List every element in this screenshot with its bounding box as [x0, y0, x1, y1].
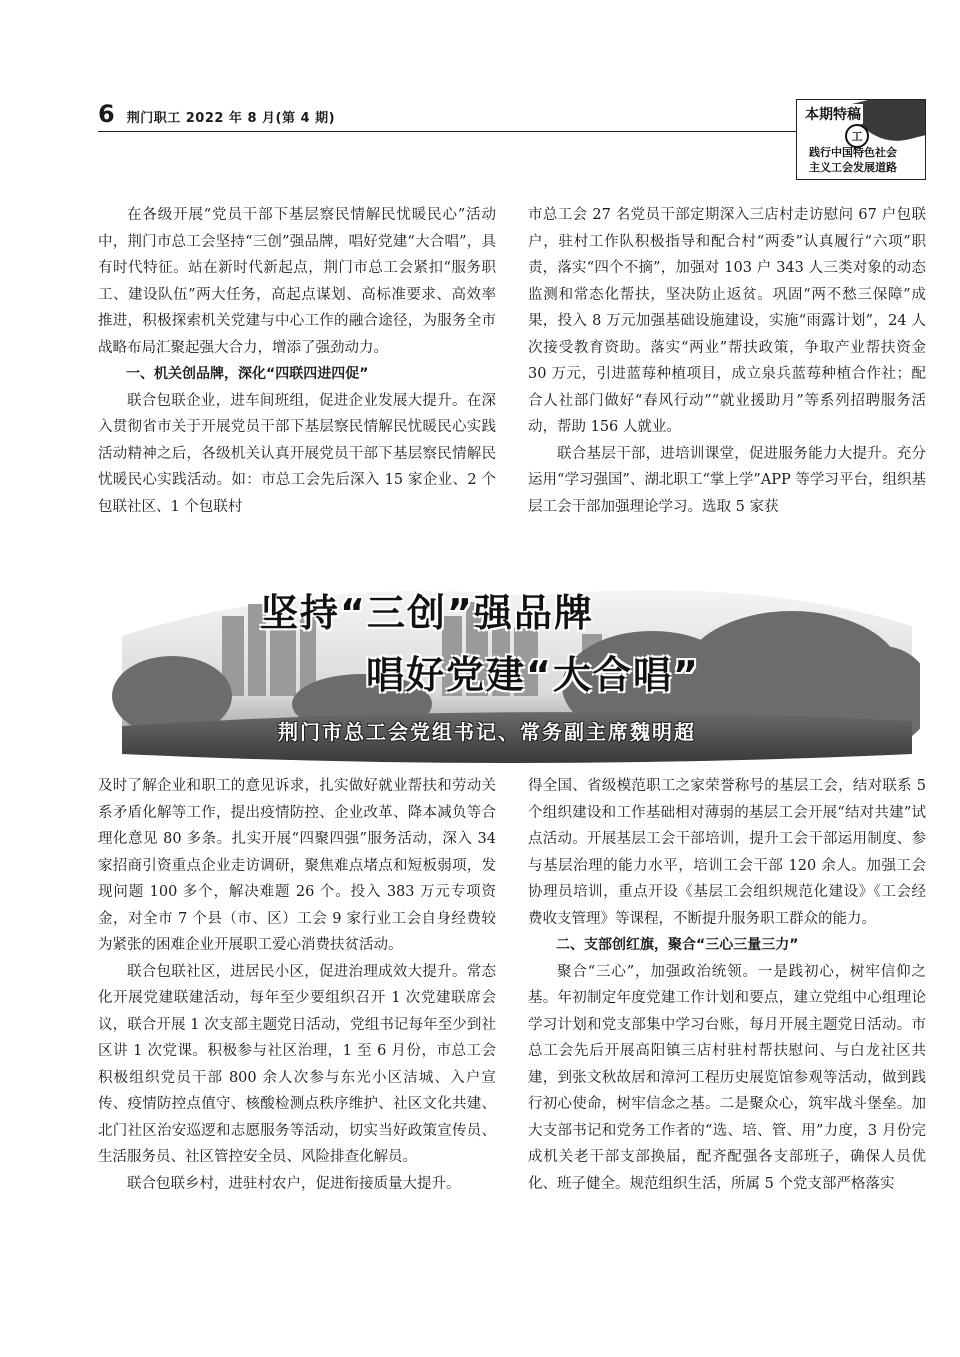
feature-badge [796, 99, 926, 180]
section-heading: 二、支部创红旗，聚合“三心三量三力” [556, 937, 799, 953]
union-emblem-icon: 工 [845, 124, 869, 148]
paragraph: 聚合“三心”，加强政治统领。一是践初心，树牢信仰之基。年初制定年度党建工作计划和要点，建立党组中心组理论学习计划和党支部集中学习台账，每月开展主题党日活动。市总工会先后开展高阳镇三店村驻村帮扶慰问、与白龙社区共建，到张文秋故居和漳河工程历史展览馆参观等活动，做到践行初心使命，树牢信念之基。二是聚众心，筑牢战斗堡垒。加大支部书记和党务工作者的“选、培、管、用”力度，3 月份完成机关老干部支部换届，配齐配强各支部班子，确保人员优化、班子健全。规范组织生活，所属 5 个党支部严格落实 [528, 963, 926, 1192]
paragraph: 联合基层干部，进培训课堂，促进服务能力大提升。充分运用“学习强国”、湖北职工“掌上学”APP 等学习平台，组织基层工会干部加强理论学习。选取 5 家获 [528, 445, 926, 515]
article-byline: 荆门市总工会党组书记、常务副主席魏明超 [278, 720, 696, 744]
paragraph: 及时了解企业和职工的意见诉求，扎实做好就业帮扶和劳动关系矛盾化解等工作，提出疫情防控、企业改革、降本减负等合理化意见 80 多条。扎实开展“四聚四强”服务活动，深入 34 家招商引资重点企业走访调研，聚焦难点堵点和短板弱项，发现问题 100 多个，解决难题 26 个。投入 383 万元专项资金，对全市 7 个县（市、区）工会 9 家行业工会自身经费较为紧张的困难企业开展职工爱心消费扶贫活动。 [98, 778, 496, 953]
column-top-left [98, 202, 496, 520]
paragraph: 联合包联社区，进居民小区，促进治理成效大提升。常态化开展党建联建活动，每年至少要组织召开 1 次党建联席会议，联合开展 1 次支部主题党日活动，党组书记每年至少到社区讲 1 次党课。积极参与社区治理，1 至 6 月份，市总工会积极组织党员干部 800 余人次参与东光小区洁城、入户宣传、疫情防控点值守、核酸检测点秩序维护、社区文化共建、北门社区治安巡逻和志愿服务等活动，切实当好政策宣传员、生活服务员、社区管控安全员、风险排查化解员。 [98, 963, 496, 1165]
paragraph: 市总工会 27 名党员干部定期深入三店村走访慰问 67 户包联户，驻村工作队积极指导和配合村“两委”认真履行“六项”职责，落实“四个不摘”，加强对 103 户 343 人三类对象的动态监测和常态化帮扶，坚决防止返贫。巩固“两不愁三保障”成果，投入 8 万元加强基础设施建设，实施“雨露计划”，24 人次接受教育资助。落实“两业”帮扶政策，争取产业帮扶资金 30 万元，引进蓝莓种植项目，成立泉兵蓝莓种植合作社；配合人社部门做好“春风行动”“就业援助月”等系列招聘服务活动，帮助 156 人就业。 [528, 207, 926, 435]
paragraph: 联合包联企业，进车间班组，促进企业发展大提升。在深入贯彻省市关于开展党员干部下基层察民情解民忧暖民心实践活动精神之后，各级机关认真开展党员干部下基层察民情解民忧暖民心实践活动。如：市总工会先后深入 15 家企业、2 个包联社区、1 个包联村 [98, 392, 496, 515]
badge-subtitle [809, 145, 897, 175]
column-bottom-left [98, 773, 496, 1197]
publication-info: 荆门职工 2022 年 8 月(第 4 期) [126, 111, 336, 126]
header-rule [98, 131, 798, 132]
paragraph: 得全国、省级模范职工之家荣誉称号的基层工会，结对联系 5 个组织建设和工作基础相对薄弱的基层工会开展“结对共建”试点活动。开展基层工会干部培训，提升工会干部运用制度、参与基层治理的能力水平，培训工会干部 120 余人。加强工会协理员培训，重点开设《基层工会组织规范化建设》《工会经费收支管理》等课程，不断提升服务职工群众的能力。 [528, 778, 926, 927]
badge-subtitle-line2: 主义工会发展道路 [809, 161, 897, 174]
badge-subtitle-line1: 践行中国特色社会 [809, 146, 897, 159]
section-heading: 一、机关创品牌，深化“四联四进四促” [126, 366, 369, 382]
column-bottom-right [528, 773, 926, 1197]
article-title-line1: 坚持“三创”强品牌 [260, 591, 594, 635]
running-header [98, 100, 335, 130]
article-title-banner [112, 576, 920, 766]
paragraph: 联合包联乡村，进驻村农户，促进衔接质量大提升。 [127, 1175, 461, 1192]
page-number: 6 [98, 100, 115, 128]
paragraph: 在各级开展“党员干部下基层察民情解民忧暖民心”活动中，荆门市总工会坚持“三创”强品牌，唱好党建“大合唱”，具有时代特征。站在新时代新起点，荆门市总工会紧扣“服务职工、建设队伍”两大任务，高起点谋划、高标准要求、高效率推进，积极探索机关党建与中心工作的融合途径，为服务全市战略布局汇聚起强大合力，增添了强劲动力。 [98, 207, 496, 356]
column-top-right [528, 202, 926, 520]
article-title-line2: 唱好党建“大合唱” [366, 653, 700, 697]
badge-title: 本期特稿 [803, 104, 863, 124]
